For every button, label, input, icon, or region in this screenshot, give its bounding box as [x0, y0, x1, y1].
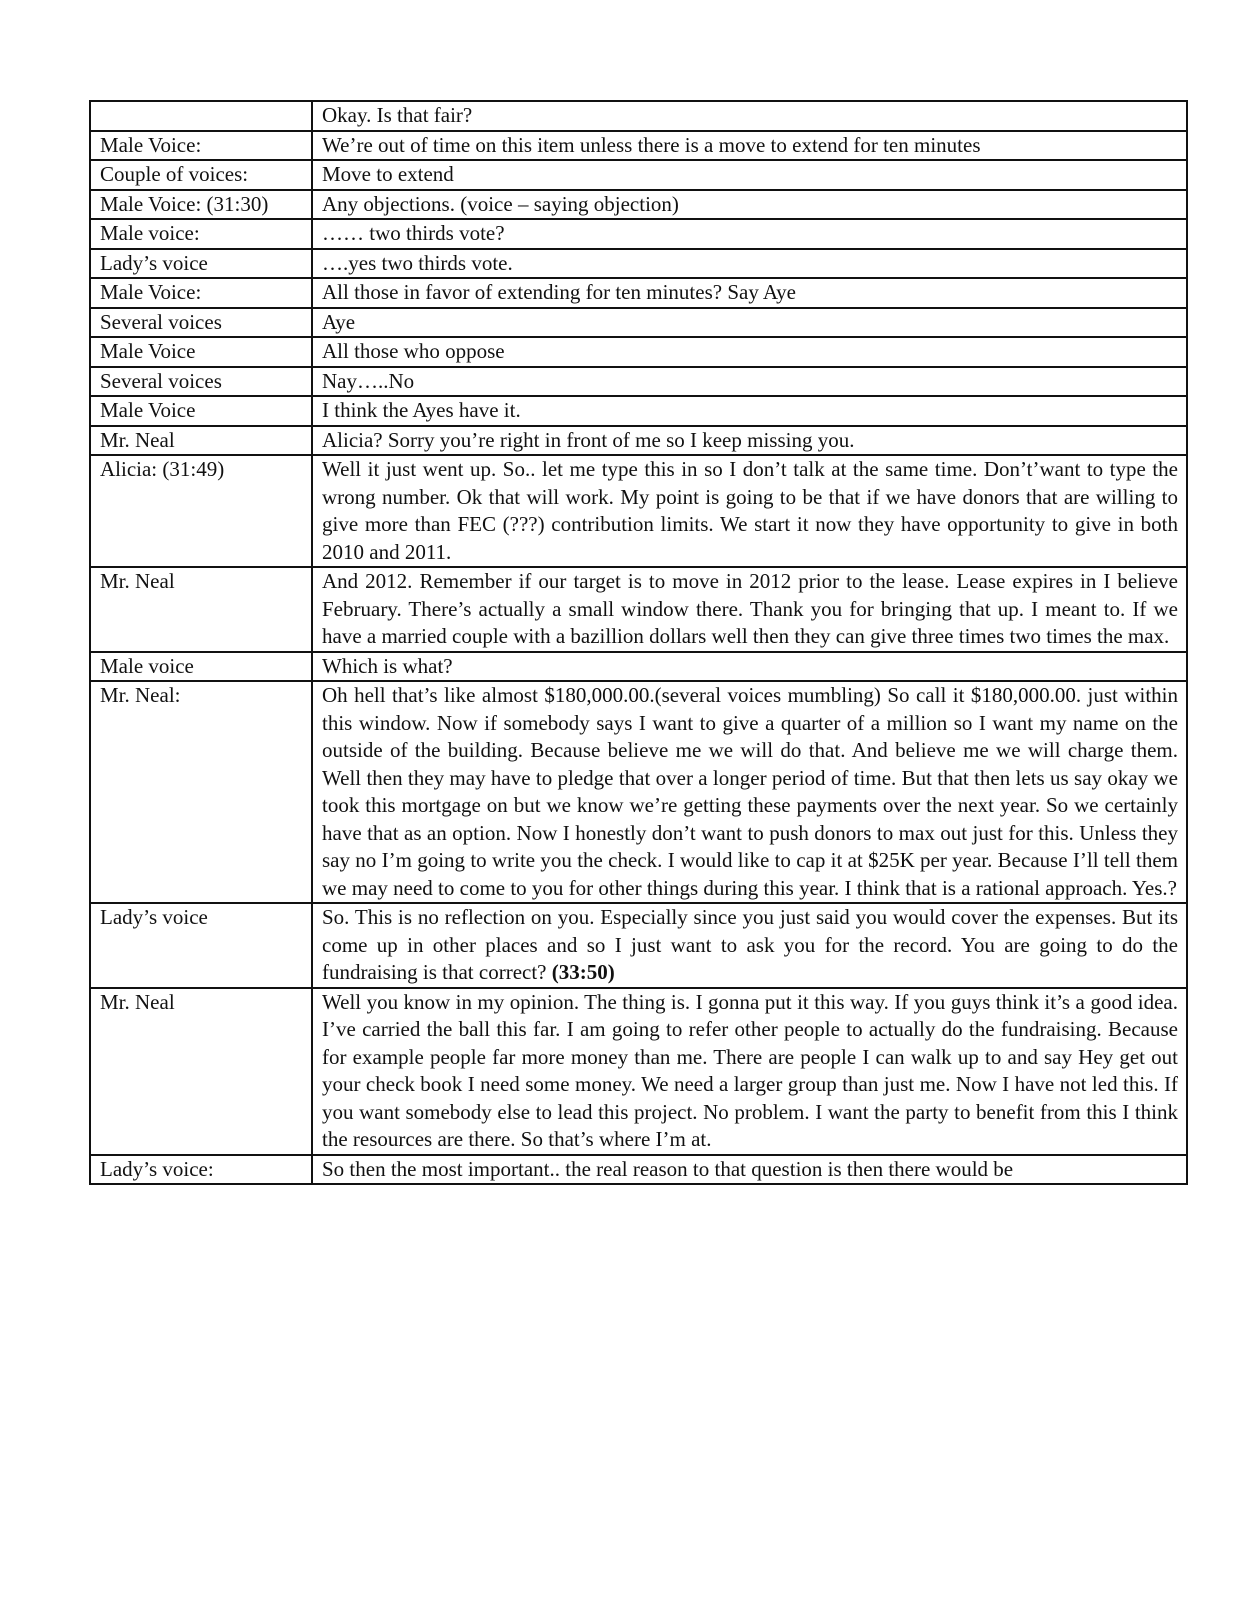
table-row [90, 426, 1187, 456]
speaker-cell: Mr. Neal [90, 426, 312, 456]
dialogue-text: So. This is no reflection on you. Especially since you just said you would cover the expenses. But its come up in other places and so I just want to ask you for the record. You are going to do the fundraising is that correct? [322, 905, 1178, 984]
dialogue-cell: All those in favor of extending for ten minutes? Say Aye [312, 278, 1187, 308]
table-row [90, 903, 1187, 988]
table-row [90, 1155, 1187, 1185]
table-row [90, 681, 1187, 903]
table-row [90, 337, 1187, 367]
transcript-page [89, 100, 1186, 1185]
speaker-cell: Couple of voices: [90, 160, 312, 190]
table-row [90, 396, 1187, 426]
speaker-cell: Several voices [90, 308, 312, 338]
table-row [90, 988, 1187, 1155]
table-row [90, 190, 1187, 220]
speaker-cell: Lady’s voice [90, 903, 312, 988]
dialogue-cell: Move to extend [312, 160, 1187, 190]
speaker-cell: Male Voice [90, 337, 312, 367]
table-row [90, 131, 1187, 161]
dialogue-cell: Okay. Is that fair? [312, 101, 1187, 131]
dialogue-cell: So then the most important.. the real reason to that question is then there would be [312, 1155, 1187, 1185]
dialogue-cell: …… two thirds vote? [312, 219, 1187, 249]
dialogue-cell: All those who oppose [312, 337, 1187, 367]
dialogue-cell: Any objections. (voice – saying objection) [312, 190, 1187, 220]
dialogue-cell: We’re out of time on this item unless there is a move to extend for ten minutes [312, 131, 1187, 161]
table-row [90, 219, 1187, 249]
speaker-cell: Male Voice [90, 396, 312, 426]
speaker-cell: Mr. Neal [90, 567, 312, 652]
dialogue-cell: Aye [312, 308, 1187, 338]
table-row [90, 278, 1187, 308]
transcript-table [89, 100, 1188, 1185]
speaker-cell: Mr. Neal [90, 988, 312, 1155]
dialogue-cell: Which is what? [312, 652, 1187, 682]
speaker-cell: Male voice: [90, 219, 312, 249]
timestamp: (33:50) [551, 960, 615, 984]
speaker-cell [90, 101, 312, 131]
dialogue-cell: Well you know in my opinion. The thing is. I gonna put it this way. If you guys think it’s a good idea. I’ve carried the ball this far. I am going to refer other people to actually do the fundraising. Because for example people far more money than me. There are people I can walk up to and say Hey get out your check book I need some money. We need a larger group than just me. Now I have not led this. If you want somebody else to lead this project. No problem. I want the party to benefit from this I think the resources are there. So that’s where I’m at. [312, 988, 1187, 1155]
dialogue-cell: Well it just went up. So.. let me type this in so I don’t talk at the same time. Don’t’want to type the wrong number. Ok that will work. My point is going to be that if we have donors that are willing to give more than FEC (???) contribution limits. We start it now they have opportunity to give in both 2010 and 2011. [312, 455, 1187, 567]
speaker-cell: Male Voice: [90, 278, 312, 308]
speaker-cell: Mr. Neal: [90, 681, 312, 903]
table-row [90, 101, 1187, 131]
table-row [90, 455, 1187, 567]
speaker-cell: Lady’s voice: [90, 1155, 312, 1185]
speaker-cell: Male Voice: (31:30) [90, 190, 312, 220]
dialogue-cell: ….yes two thirds vote. [312, 249, 1187, 279]
dialogue-cell: Oh hell that’s like almost $180,000.00.(several voices mumbling) So call it $180,000.00. just within this window. Now if somebody says I want to give a quarter of a million so I want my name on the outside of the building. Because believe me we will do that. And believe me we will charge them. Well then they may have to pledge that over a longer period of time. But that then lets us say okay we took this mortgage on but we know we’re getting these payments over the next year. So we certainly have that as an option. Now I honestly don’t want to push donors to max out just for this. Unless they say no I’m going to write you the check. I would like to cap it at $25K per year. Because I’ll tell them we may need to come to you for other things during this year. I think that is a rational approach. Yes.? [312, 681, 1187, 903]
dialogue-cell: I think the Ayes have it. [312, 396, 1187, 426]
table-row [90, 567, 1187, 652]
table-row [90, 367, 1187, 397]
table-row [90, 160, 1187, 190]
dialogue-cell: Alicia? Sorry you’re right in front of me so I keep missing you. [312, 426, 1187, 456]
speaker-cell: Male Voice: [90, 131, 312, 161]
speaker-cell: Several voices [90, 367, 312, 397]
speaker-cell: Alicia: (31:49) [90, 455, 312, 567]
speaker-cell: Lady’s voice [90, 249, 312, 279]
dialogue-cell [312, 903, 1187, 988]
speaker-cell: Male voice [90, 652, 312, 682]
dialogue-cell: Nay…..No [312, 367, 1187, 397]
dialogue-cell: And 2012. Remember if our target is to move in 2012 prior to the lease. Lease expires in I believe February. There’s actually a small window there. Thank you for bringing that up. I meant to. If we have a married couple with a bazillion dollars well then they can give three times two times the max. [312, 567, 1187, 652]
table-row [90, 652, 1187, 682]
table-row [90, 249, 1187, 279]
table-row [90, 308, 1187, 338]
